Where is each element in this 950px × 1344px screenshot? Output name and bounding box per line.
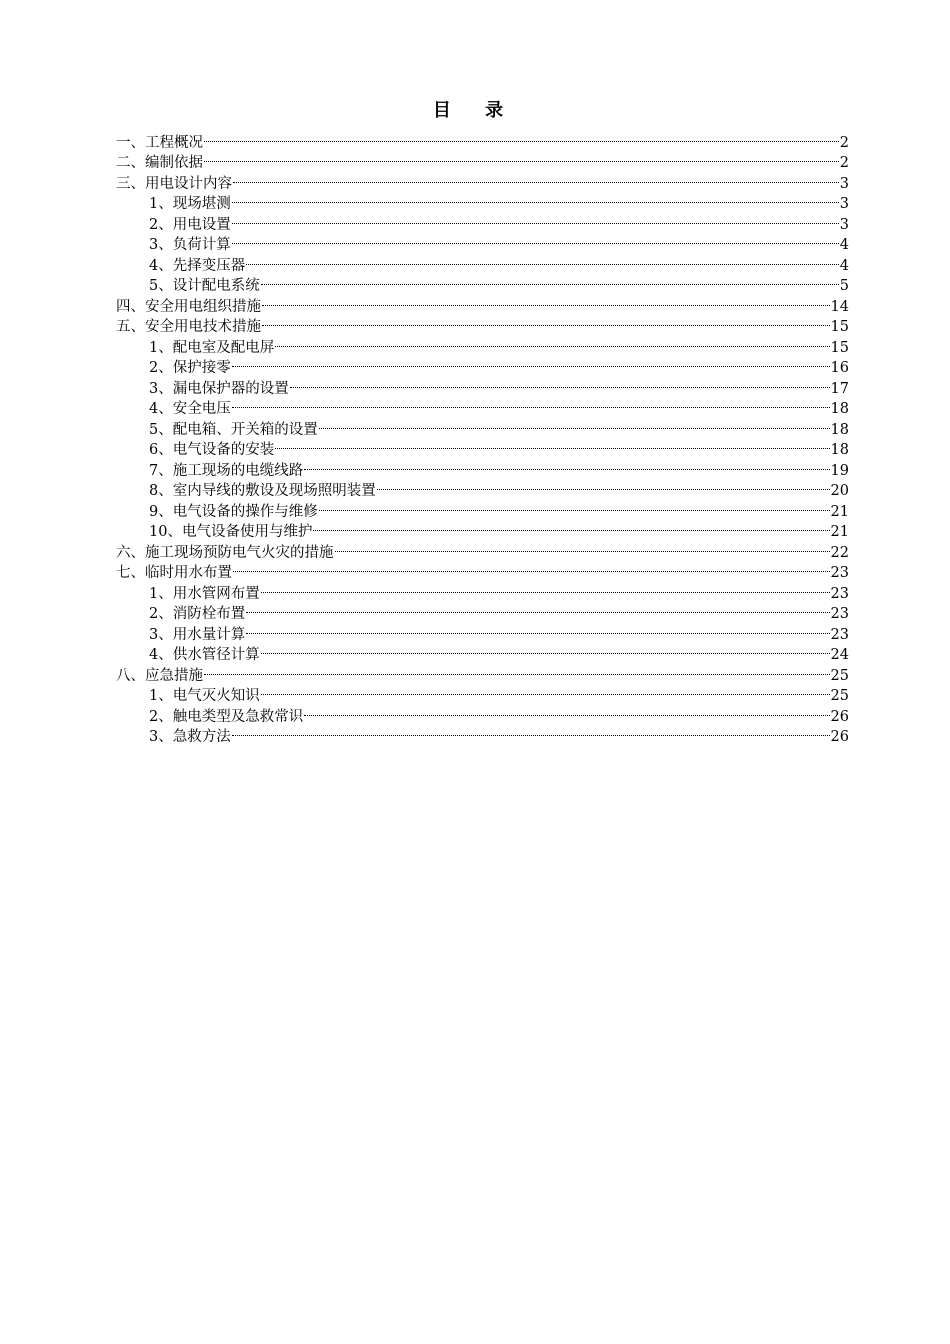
toc-entry-page-number: 14 [830, 298, 849, 315]
toc-entry-page-number: 25 [830, 667, 849, 684]
toc-dot-leader [377, 475, 830, 496]
toc-entry-page-number: 26 [830, 729, 849, 745]
toc-dot-leader [261, 639, 830, 660]
toc-entry-label: 4、先择变压器 [149, 257, 246, 274]
toc-dot-leader [261, 680, 830, 701]
toc-dot-leader [246, 249, 839, 270]
toc-entry-page-number: 4 [839, 257, 849, 274]
toc-entry-label: 六、施工现场预防电气火灾的措施 [116, 544, 334, 561]
toc-dot-leader [232, 229, 839, 250]
toc-dot-leader [261, 270, 839, 291]
toc-entry-page-number: 23 [830, 606, 849, 622]
toc-dot-leader [246, 618, 829, 639]
toc-dot-leader [204, 147, 839, 168]
toc-dot-leader [290, 372, 830, 393]
toc-entry[interactable] [116, 659, 849, 684]
toc-dot-leader [204, 659, 830, 680]
toc-entry-label: 3、急救方法 [149, 729, 231, 745]
toc-entry-page-number: 23 [830, 626, 849, 643]
toc-dot-leader [304, 700, 829, 721]
toc-dot-leader [319, 413, 830, 434]
toc-entry-page-number: 18 [830, 421, 849, 438]
toc-entry-label: 八、应急措施 [116, 667, 203, 684]
toc-entry-page-number: 18 [830, 401, 849, 417]
toc-entry-page-number: 23 [830, 585, 849, 602]
toc-entry-label: 3、用水量计算 [149, 626, 246, 643]
toc-entry-label: 2、消防栓布置 [149, 606, 246, 622]
toc-entry-label: 4、供水管径计算 [149, 647, 260, 663]
toc-dot-leader [232, 721, 830, 742]
toc-entry-page-number: 3 [839, 175, 849, 192]
toc-entry[interactable] [116, 167, 849, 192]
toc-entry-page-number: 3 [839, 216, 849, 233]
toc-entry[interactable] [116, 147, 849, 171]
toc-dot-leader [275, 434, 829, 455]
toc-entry-page-number: 4 [839, 237, 849, 253]
toc-entry[interactable] [116, 680, 849, 704]
toc-dot-leader [233, 557, 830, 578]
toc-entry-label: 2、触电类型及急救常识 [149, 708, 304, 725]
toc-entry-label: 5、配电箱、开关箱的设置 [149, 421, 318, 438]
toc-entry-label: 2、用电设置 [149, 216, 231, 233]
toc-dot-leader [232, 208, 839, 229]
toc-entry-page-number: 15 [830, 319, 849, 335]
toc-dot-leader [232, 352, 830, 373]
toc-entry-page-number: 15 [830, 339, 849, 356]
toc-entry-label: 5、设计配电系统 [149, 278, 260, 294]
toc-entry-page-number: 18 [830, 442, 849, 458]
toc-entry-page-number: 24 [830, 647, 849, 663]
toc-dot-leader [261, 577, 830, 598]
toc-entry-page-number: 21 [830, 524, 849, 540]
toc-entry-label: 4、安全电压 [149, 401, 231, 417]
toc-dot-leader [232, 393, 830, 414]
toc-entry-label: 二、编制依据 [116, 155, 203, 171]
toc-entry-page-number: 21 [830, 503, 849, 520]
toc-entry-label: 1、配电室及配电屏 [149, 339, 275, 356]
toc-entry-label: 6、电气设备的安装 [149, 442, 275, 458]
toc-entry-label: 七、临时用水布置 [116, 565, 232, 581]
toc-entry-label: 四、安全用电组织措施 [116, 298, 261, 315]
toc-dot-leader [232, 188, 839, 209]
toc-entry-page-number: 3 [839, 196, 849, 212]
toc-entry-page-number: 22 [830, 544, 849, 561]
toc-entry-label: 1、用水管网布置 [149, 585, 260, 602]
toc-entry-page-number: 26 [830, 708, 849, 725]
toc-dot-leader [204, 126, 839, 147]
toc-dot-leader [233, 167, 839, 188]
toc-entry-page-number: 5 [839, 278, 849, 294]
toc-entry-label: 10、电气设备使用与维护 [149, 524, 313, 540]
toc-entry-label: 三、用电设计内容 [116, 175, 232, 192]
toc-dot-leader [304, 454, 829, 475]
toc-entry-page-number: 25 [830, 688, 849, 704]
toc-title: 目 录 [432, 100, 518, 121]
toc-entry-label: 一、工程概况 [116, 134, 203, 151]
toc-entry-label: 五、安全用电技术措施 [116, 319, 261, 335]
toc-entry[interactable] [116, 126, 849, 151]
toc-entry-label: 8、室内导线的敷设及现场照明装置 [149, 483, 376, 499]
toc-entry-page-number: 2 [839, 155, 849, 171]
toc-entry-label: 1、现场堪测 [149, 196, 231, 212]
toc-dot-leader [319, 495, 830, 516]
toc-entry-label: 1、电气灭火知识 [149, 688, 260, 704]
toc-entry-label: 3、漏电保护器的设置 [149, 380, 289, 397]
toc-dot-leader [262, 290, 830, 311]
toc-entry-page-number: 23 [830, 565, 849, 581]
table-of-contents [116, 126, 849, 745]
toc-dot-leader [246, 598, 829, 619]
toc-entry-label: 7、施工现场的电缆线路 [149, 462, 304, 479]
toc-entry-label: 9、电气设备的操作与维修 [149, 503, 318, 520]
toc-entry-label: 2、保护接零 [149, 360, 231, 376]
toc-entry-page-number: 20 [830, 483, 849, 499]
toc-dot-leader [313, 516, 829, 537]
toc-entry-page-number: 17 [830, 380, 849, 397]
toc-dot-leader [335, 536, 830, 557]
toc-dot-leader [275, 331, 829, 352]
toc-entry-label: 3、负荷计算 [149, 237, 231, 253]
toc-entry-page-number: 16 [830, 360, 849, 376]
toc-dot-leader [262, 311, 830, 332]
toc-entry-page-number: 2 [839, 134, 849, 151]
toc-entry-page-number: 19 [830, 462, 849, 479]
